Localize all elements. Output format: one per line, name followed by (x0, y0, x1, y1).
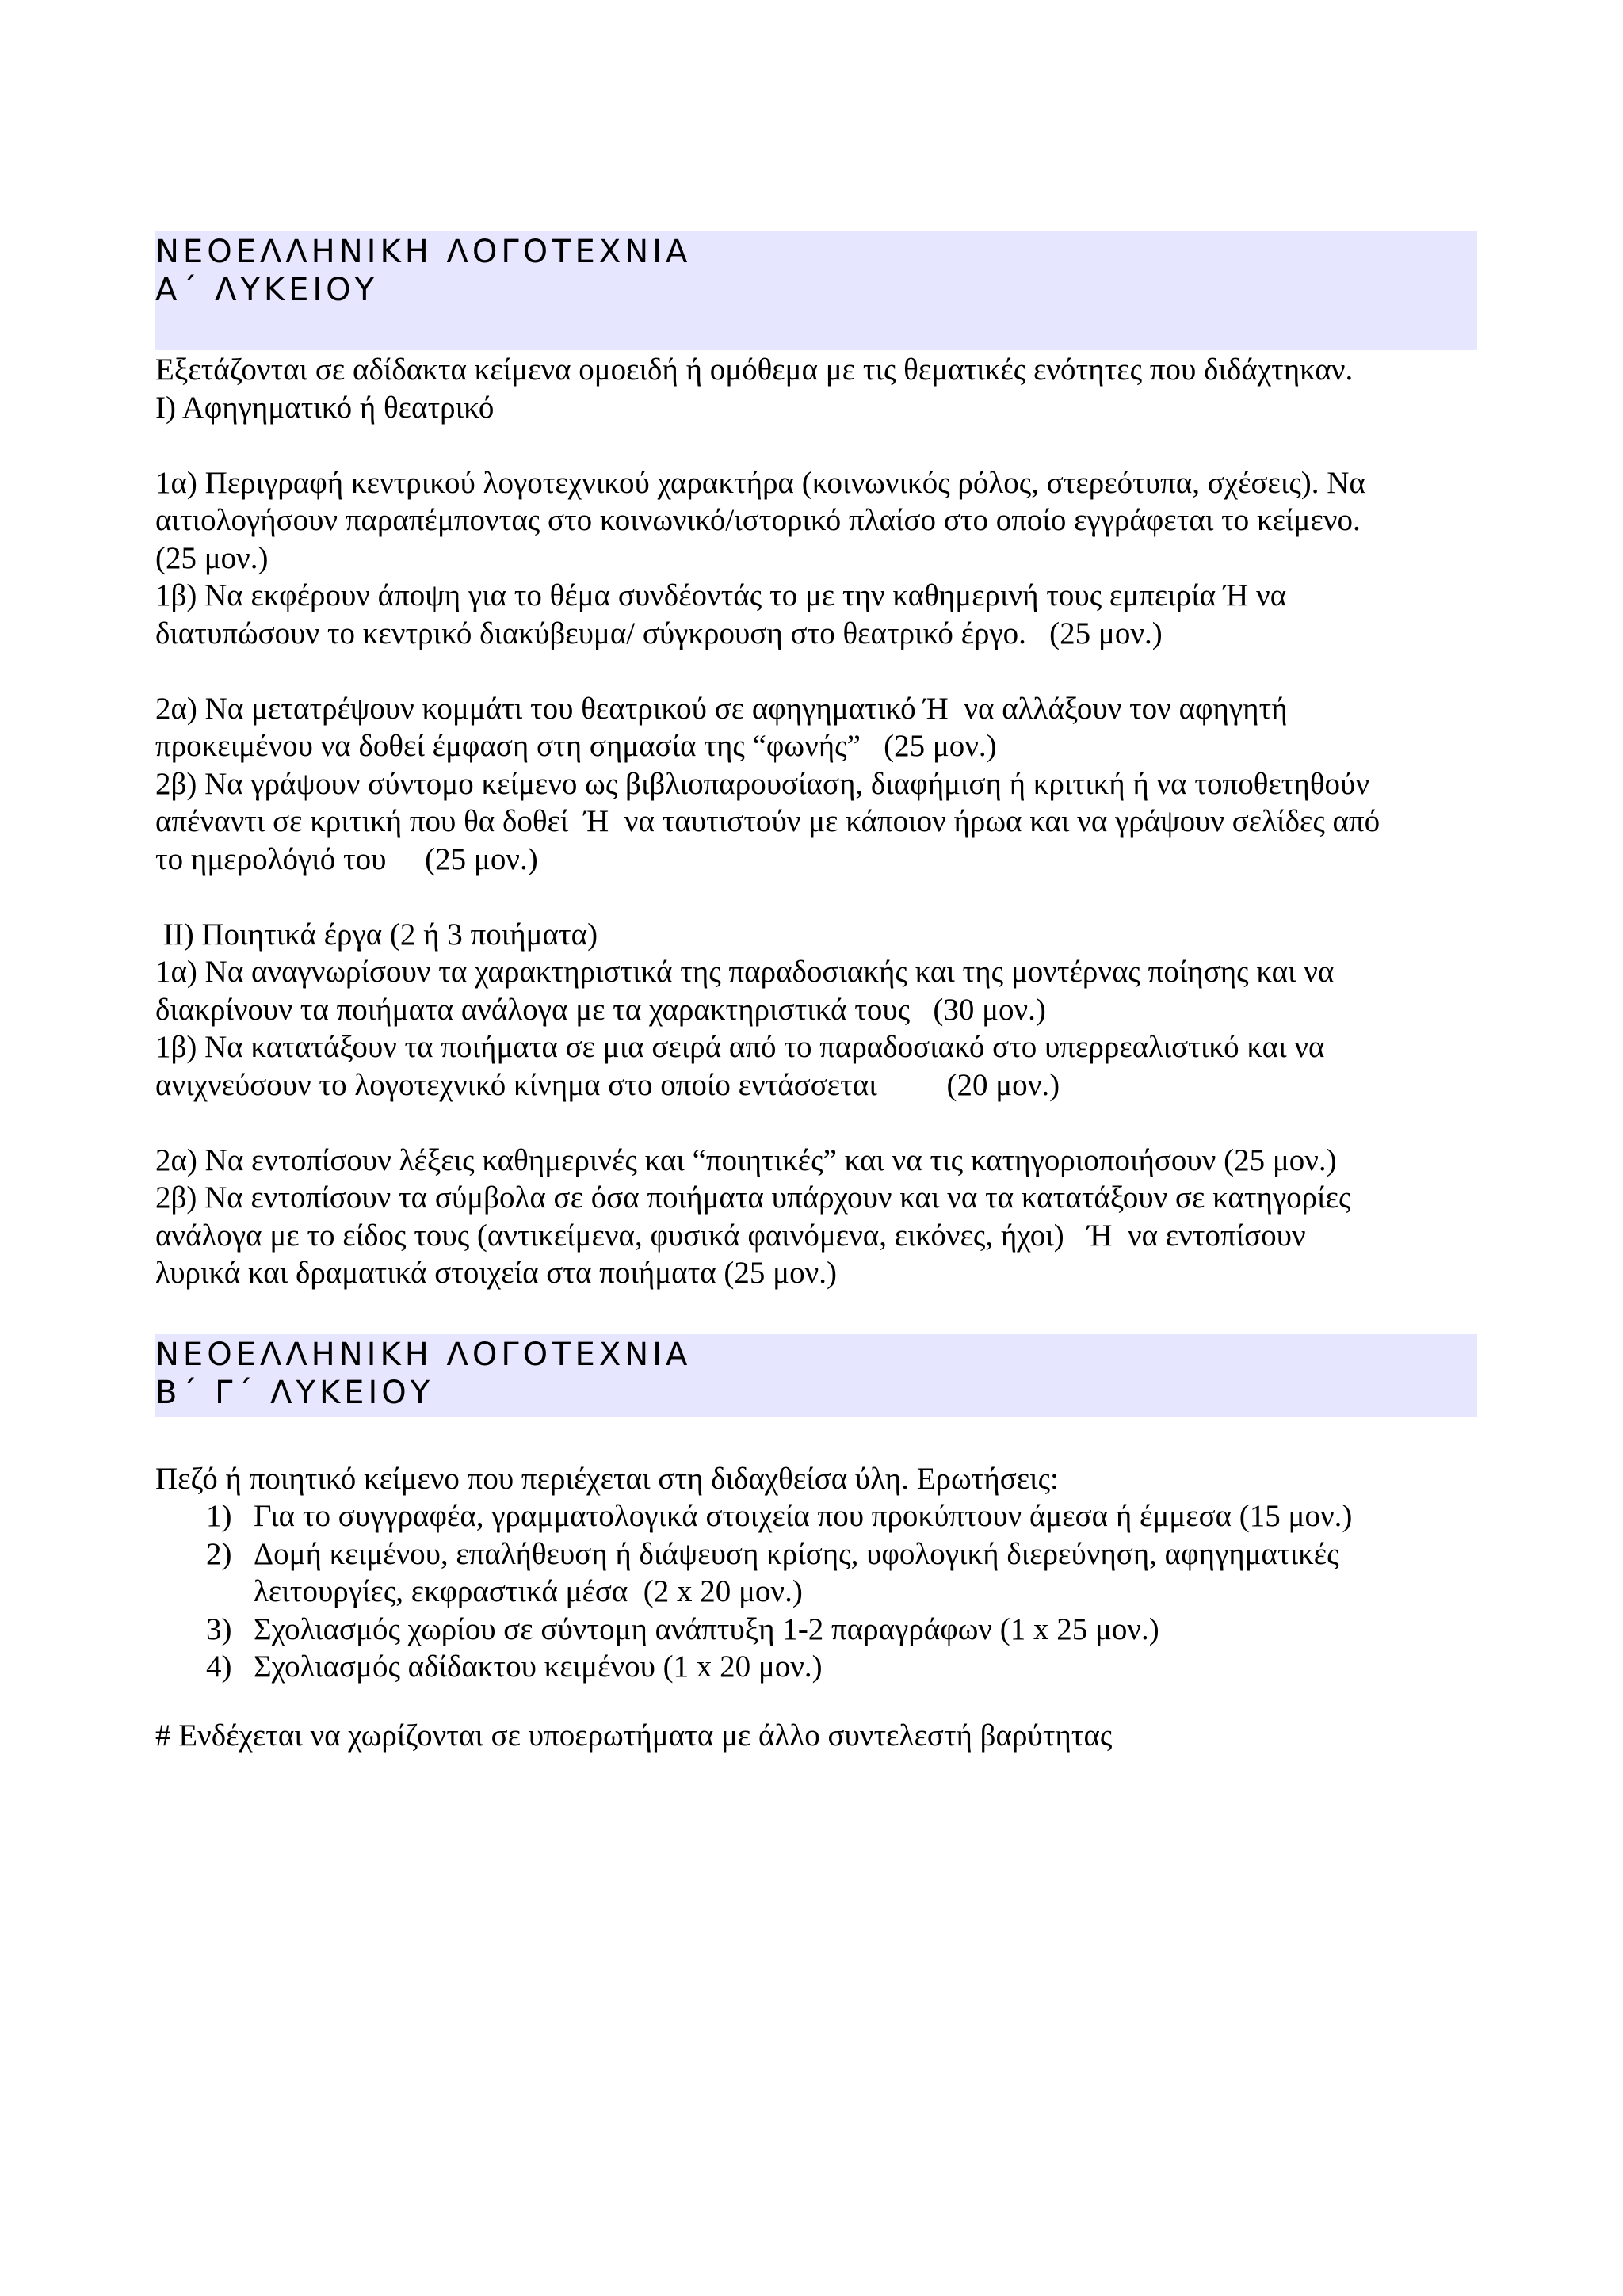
header-subject: ΝΕΟΕΛΛΗΝΙΚΗ ΛΟΓΟΤΕΧΝΙΑ (155, 234, 692, 270)
body-line: 2α) Να εντοπίσουν λέξεις καθημερινές και “ποιητικές” και να τις κατηγοριοποιήσουν (25 μον.) (155, 1142, 1337, 1177)
blank-line (155, 1104, 1487, 1142)
body-line: 1α) Περιγραφή κεντρικού λογοτεχνικού χαρακτήρα (κοινωνικός ρόλος, στερεότυπα, σχέσεις). Να (155, 465, 1365, 500)
intro-line: Πεζό ή ποιητικό κείμενο που περιέχεται στη διδαχθείσα ύλη. Ερωτήσεις: (155, 1462, 1059, 1496)
list-number: 3) (206, 1611, 232, 1646)
section-header-b-g-lykeiou (155, 1334, 1477, 1417)
body-line: 2β) Να γράψουν σύντομο κείμενο ως βιβλιοπαρουσίαση, διαφήμιση ή κριτική ή να τοποθετηθούν (155, 766, 1369, 801)
body-line: 1β) Να κατατάξουν τα ποιήματα σε μια σειρά από το παραδοσιακό στο υπερρεαλιστικό και να (155, 1030, 1325, 1064)
list-number: 1) (206, 1499, 232, 1533)
body-line: 2α) Να μετατρέψουν κομμάτι του θεατρικού σε αφηγηματικό Ή να αλλάξουν τον αφηγητή (155, 691, 1288, 726)
section-body-a-lykeiou (155, 351, 1487, 1292)
body-line: ανάλογα με το είδος τους (αντικείμενα, φυσικά φαινόμενα, εικόνες, ήχοι) Ή να εντοπίσουν (155, 1218, 1306, 1253)
header-subject: ΝΕΟΕΛΛΗΝΙΚΗ ΛΟΓΟΤΕΧΝΙΑ (155, 1337, 692, 1373)
body-line: το ημερολόγιό του (25 μον.) (155, 841, 538, 876)
body-line: 2β) Να εντοπίσουν τα σύμβολα σε όσα ποιήματα υπάρχουν και να τα κατατάξουν σε κατηγορίες (155, 1180, 1351, 1215)
header-grade: Β΄ Γ΄ ΛΥΚΕΙΟΥ (155, 1375, 434, 1411)
body-line: ανιχνεύσουν το λογοτεχνικό κίνημα στο οποίο εντάσσεται (20 μον.) (155, 1067, 1060, 1102)
body-line: διατυπώσουν το κεντρικό διακύβευμα/ σύγκρουση στο θεατρικό έργο. (25 μον.) (155, 616, 1163, 650)
body-line: διακρίνουν τα ποιήματα ανάλογα με τα χαρακτηριστικά τους (30 μον.) (155, 992, 1046, 1027)
body-line: Εξετάζονται σε αδίδακτα κείμενα ομοειδή ή ομόθεμα με τις θεματικές ενότητες που διδάχτηκαν. (155, 353, 1354, 387)
blank-line (155, 878, 1487, 916)
body-line: 1α) Να αναγνωρίσουν τα χαρακτηριστικά της παραδοσιακής και της μοντέρνας ποίησης και να (155, 955, 1335, 989)
list-number: 4) (206, 1650, 232, 1684)
list-item (155, 1535, 1487, 1611)
footnote-text: # Ενδέχεται να χωρίζονται σε υποερωτήματα με άλλο συντελεστή βαρύτητας (155, 1718, 1113, 1753)
footnote (155, 1717, 1487, 1755)
body-line: απέναντι σε κριτική που θα δοθεί Ή να ταυτιστούν με κάποιον ήρωα και να γράψουν σελίδες από (155, 804, 1381, 838)
section-header-a-lykeiou (155, 231, 1477, 350)
body-line: προκειμένου να δοθεί έμφαση στη σημασία της “φωνής” (25 μον.) (155, 729, 997, 763)
list-number: 2) (206, 1536, 232, 1571)
body-line: Ι) Αφηγηματικό ή θεατρικό (155, 390, 495, 425)
questions-list (155, 1497, 1487, 1686)
list-item (155, 1611, 1487, 1649)
blank-line (155, 426, 1487, 464)
list-item-text: λειτουργίες, εκφραστικά μέσα (2 x 20 μον.) (254, 1574, 803, 1608)
blank-line (155, 652, 1487, 690)
body-line: αιτιολογήσουν παραπέμποντας στο κοινωνικό/ιστορικό πλαίσο στο οποίο εγγράφεται το κείμενο. (155, 503, 1361, 537)
section-intro-b-g-lykeiou (155, 1460, 1487, 1498)
body-line: λυρικά και δραματικά στοιχεία στα ποιήματα (25 μον.) (155, 1256, 837, 1290)
list-item-text: Σχολιασμός χωρίου σε σύντομη ανάπτυξη 1-2 παραγράφων (1 x 25 μον.) (254, 1611, 1159, 1646)
list-item-text: Για το συγγραφέα, γραμματολογικά στοιχεία που προκύπτουν άμεσα ή έμμεσα (15 μον.) (254, 1499, 1353, 1533)
list-item-text: Δομή κειμένου, επαλήθευση ή διάψευση κρίσης, υφολογική διερεύνηση, αφηγηματικές (254, 1536, 1339, 1571)
body-line: 1β) Να εκφέρουν άποψη για το θέμα συνδέοντάς το με την καθημερινή τους εμπειρία Ή να (155, 578, 1287, 612)
body-line: (25 μον.) (155, 540, 269, 575)
header-grade: Α΄ ΛΥΚΕΙΟΥ (155, 272, 379, 308)
list-item-text: Σχολιασμός αδίδακτου κειμένου (1 x 20 μον.) (254, 1650, 823, 1684)
body-line: ΙΙ) Ποιητικά έργα (2 ή 3 ποιήματα) (155, 917, 598, 952)
list-item (155, 1648, 1487, 1686)
list-item (155, 1497, 1487, 1535)
